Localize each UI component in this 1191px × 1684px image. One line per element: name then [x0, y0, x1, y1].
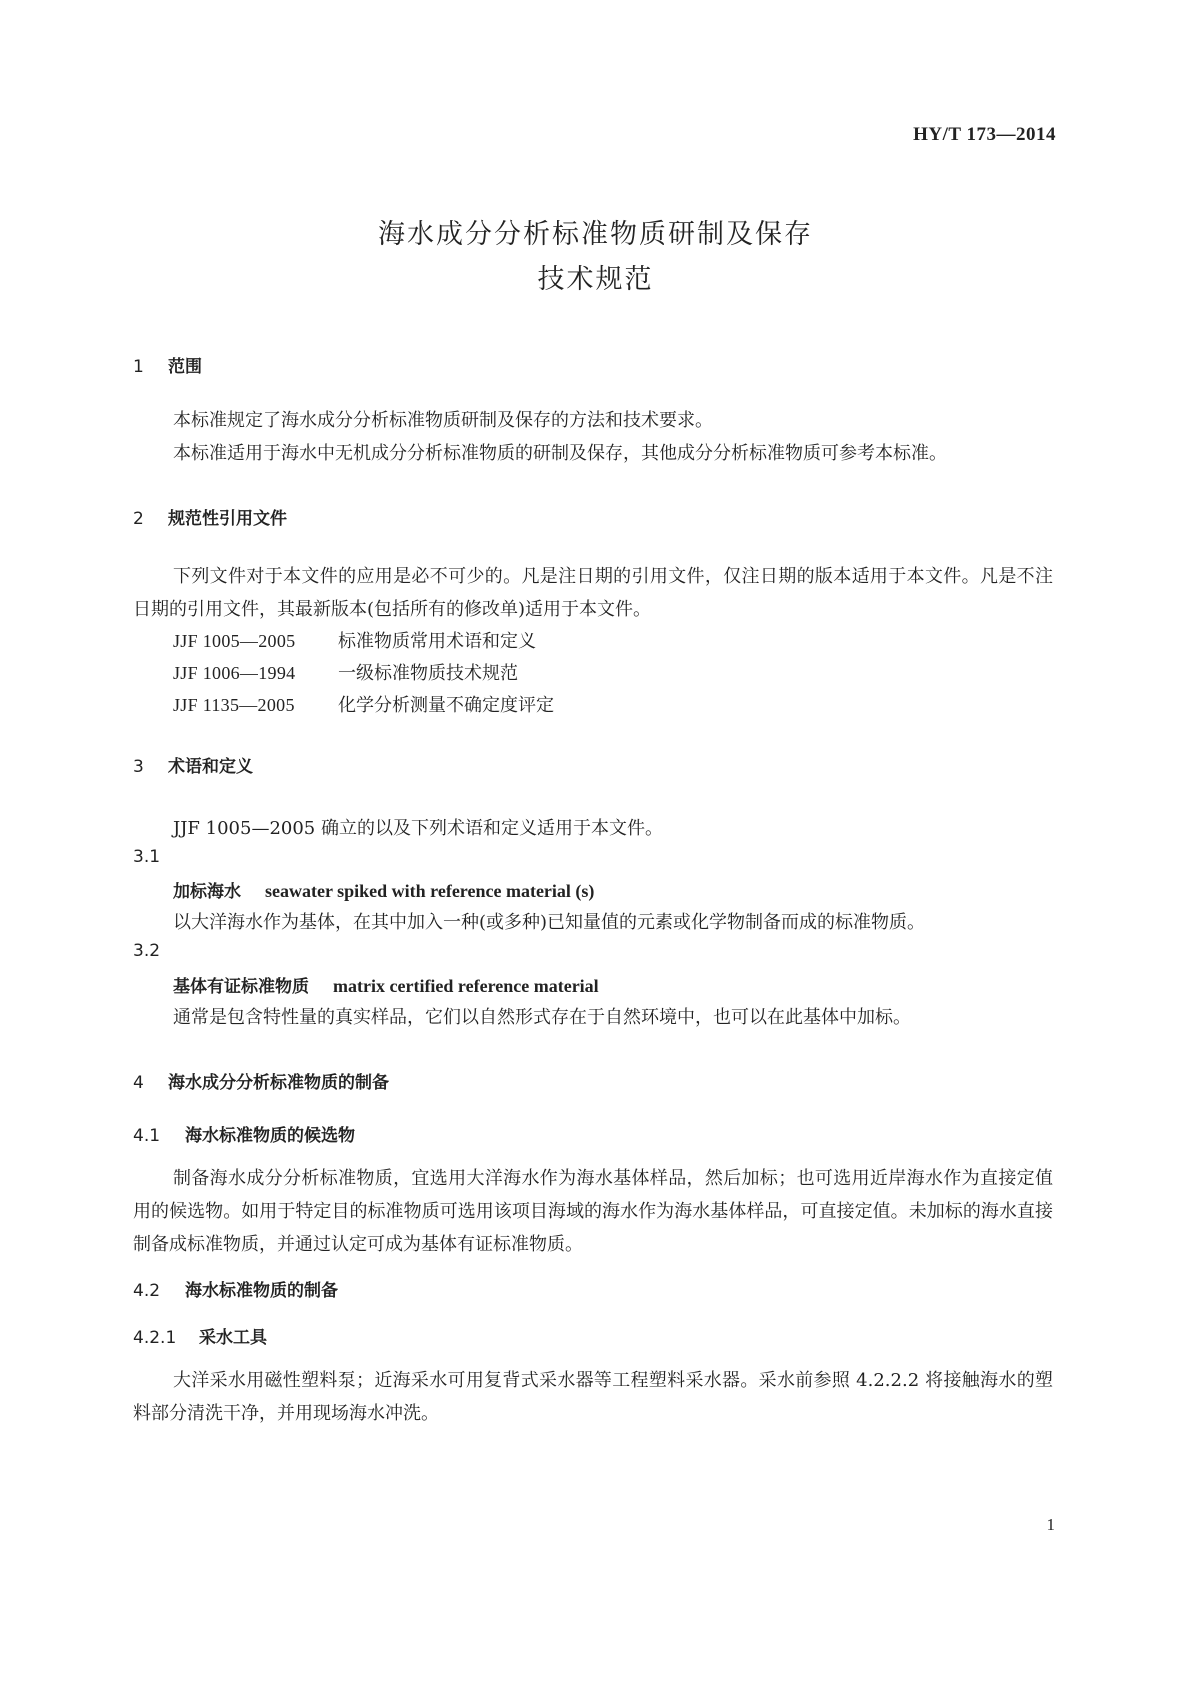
reference-code: JJF 1006—1994	[173, 663, 296, 683]
section-title: 范围	[168, 357, 202, 377]
reference-code: JJF 1005—2005	[173, 631, 296, 651]
section-number: 4.1	[133, 1126, 161, 1146]
term-number: 3.1	[133, 847, 161, 867]
section-title: 规范性引用文件	[168, 509, 287, 529]
section-title: 海水标准物质的候选物	[185, 1126, 355, 1146]
document-title-line-2: 技术规范	[537, 264, 654, 295]
reference-item	[173, 691, 554, 717]
reference-title: 化学分析测量不确定度评定	[338, 695, 554, 716]
term-english: matrix certified reference material	[333, 976, 599, 996]
section-4-1-heading	[133, 1121, 355, 1146]
term-heading	[173, 877, 594, 902]
section-number: 3	[133, 757, 144, 777]
section-number: 4.2	[133, 1281, 161, 1301]
section-4-2-1-paragraph: 大洋采水用磁性塑料泵；近海采水可用复背式采水器等工程塑料采水器。采水前参照 4.2.2.2 将接触海水的塑料部分清洗干净，并用现场海水冲洗。	[133, 1370, 1053, 1424]
term-definition: 以大洋海水作为基体，在其中加入一种(或多种)已知量值的元素或化学物制备而成的标准物质。	[173, 912, 926, 933]
section-2-heading	[133, 504, 287, 529]
section-number: 1	[133, 357, 144, 377]
section-4-2-1-heading	[133, 1323, 267, 1348]
section-number: 2	[133, 509, 144, 529]
section-1-heading	[133, 352, 202, 377]
section-title: 海水标准物质的制备	[185, 1281, 338, 1301]
section-1-paragraph-2: 本标准适用于海水中无机成分分析标准物质的研制及保存，其他成分分析标准物质可参考本标准。	[173, 443, 947, 464]
term-chinese: 基体有证标准物质	[173, 977, 309, 997]
section-4-2-heading	[133, 1276, 338, 1301]
document-title-line-1: 海水成分分析标准物质研制及保存	[378, 219, 813, 250]
reference-item	[173, 627, 536, 653]
section-title: 术语和定义	[168, 757, 253, 777]
term-chinese: 加标海水	[173, 882, 241, 902]
section-3-intro: JJF 1005—2005 确立的以及下列术语和定义适用于本文件。	[173, 818, 663, 839]
term-definition: 通常是包含特性量的真实样品，它们以自然形式存在于自然环境中，也可以在此基体中加标。	[173, 1007, 911, 1028]
term-english: seawater spiked with reference material (s)	[265, 881, 595, 901]
term-number: 3.2	[133, 941, 161, 961]
section-number: 4.2.1	[133, 1328, 177, 1348]
section-title: 海水成分分析标准物质的制备	[168, 1073, 389, 1093]
section-number: 4	[133, 1073, 144, 1093]
reference-title: 标准物质常用术语和定义	[338, 631, 536, 652]
document-code: HY/T 173—2014	[913, 124, 1056, 145]
reference-code: JJF 1135—2005	[173, 695, 295, 715]
section-4-1-paragraph: 制备海水成分分析标准物质，宜选用大洋海水作为海水基体样品，然后加标；也可选用近岸海水作为直接定值用的候选物。如用于特定目的标准物质可选用该项目海域的海水作为海水基体样品，可直接定值。未加标的海水直接制备成标准物质，并通过认定可成为基体有证标准物质。	[133, 1168, 1053, 1255]
term-heading	[173, 972, 599, 997]
section-4-heading	[133, 1068, 389, 1093]
section-2-paragraph-1: 下列文件对于本文件的应用是必不可少的。凡是注日期的引用文件，仅注日期的版本适用于本文件。凡是不注日期的引用文件，其最新版本(包括所有的修改单)适用于本文件。	[133, 566, 1053, 620]
section-title: 采水工具	[199, 1328, 267, 1348]
section-3-heading	[133, 752, 253, 777]
reference-title: 一级标准物质技术规范	[338, 663, 518, 684]
section-1-paragraph-1: 本标准规定了海水成分分析标准物质研制及保存的方法和技术要求。	[173, 410, 713, 431]
page-number: 1	[1046, 1515, 1055, 1534]
reference-item	[173, 659, 518, 685]
